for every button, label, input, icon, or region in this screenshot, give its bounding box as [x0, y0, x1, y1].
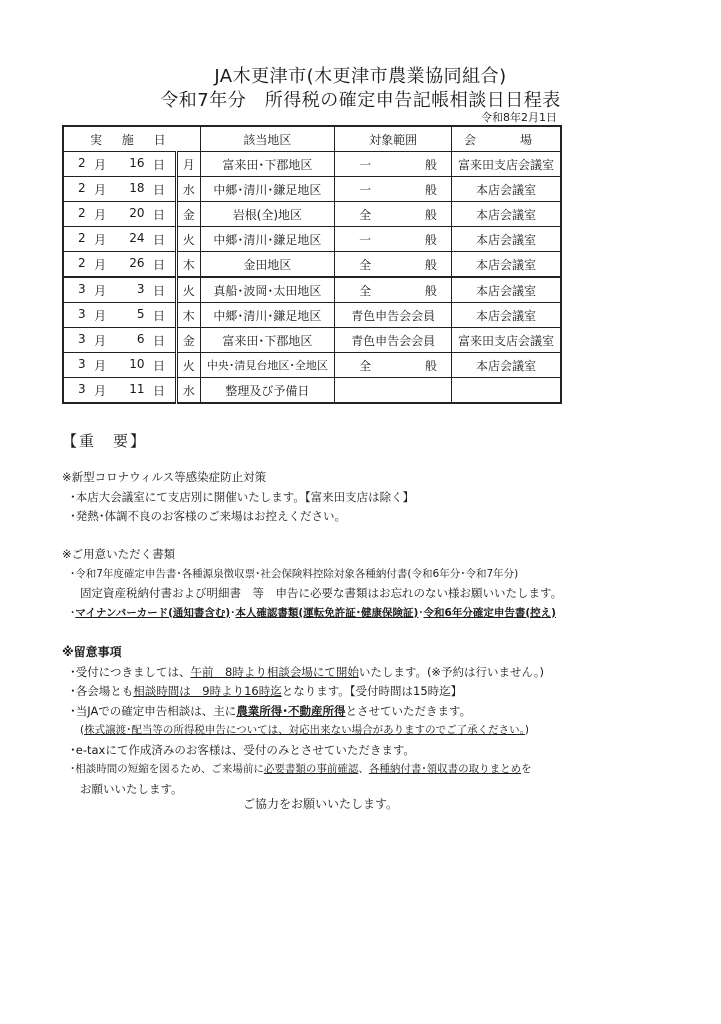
note-6-continued: お願いいたします。 — [80, 781, 183, 796]
area-cell: 金田地区 — [200, 252, 335, 278]
weekday-cell: 火 — [176, 227, 200, 252]
note-4: (株式譲渡･配当等の所得税申告については、対応出来ない場合がありますのでご了承ください。) — [80, 724, 530, 736]
venue-cell: 本店会議室 — [452, 303, 561, 328]
date-cell: 2 月 18 日 — [63, 177, 176, 202]
note-5: ･e-taxにて作成済みのお客様は、受付のみとさせていただきます。 — [70, 742, 415, 757]
notes-heading: ※留意事項 — [62, 645, 122, 659]
covid-heading: ※新型コロナウィルス等感染症防止対策 — [62, 470, 267, 484]
venue-cell: 本店会議室 — [452, 277, 561, 303]
venue-cell: 本店会議室 — [452, 177, 561, 202]
note-3: ･当JAでの確定申告相談は、主に農業所得･不動産所得とさせていただきます。 — [70, 703, 472, 718]
date-cell: 2 月 26 日 — [63, 252, 176, 278]
documents-line-3: ･マイナンバーカード(通知書含む)･本人確認書類(運転免許証･健康保険証)･令和6年分確定申告書(控え) — [70, 606, 556, 619]
date-cell: 2 月 24 日 — [63, 227, 176, 252]
covid-measures-block — [62, 468, 582, 527]
documents-block — [62, 545, 582, 623]
table-row — [63, 177, 561, 202]
area-cell: 整理及び予備日 — [200, 378, 335, 404]
issued-date: 令和8年2月1日 — [481, 111, 557, 124]
area-cell: 中央･清見台地区･全地区 — [200, 353, 335, 378]
venue-cell: 本店会議室 — [452, 227, 561, 252]
table-header-row — [63, 126, 561, 152]
weekday-cell: 火 — [176, 353, 200, 378]
table-row — [63, 152, 561, 177]
header-date: 実 施 日 — [63, 126, 200, 152]
venue-cell: 本店会議室 — [452, 202, 561, 227]
weekday-cell: 火 — [176, 277, 200, 303]
scope-cell: 全 般 — [335, 277, 452, 303]
date-cell: 2 月 16 日 — [63, 152, 176, 177]
weekday-cell: 金 — [176, 202, 200, 227]
table-row — [63, 378, 561, 404]
table-row — [63, 328, 561, 353]
schedule-table — [62, 125, 562, 404]
notes-block — [62, 643, 582, 799]
header-venue: 会 場 — [452, 126, 561, 152]
scope-cell: 全 般 — [335, 353, 452, 378]
weekday-cell: 水 — [176, 177, 200, 202]
table-row — [63, 277, 561, 303]
date-cell: 3 月 3 日 — [63, 277, 176, 303]
scope-cell: 全 般 — [335, 252, 452, 278]
scope-cell — [335, 378, 452, 404]
table-row — [63, 303, 561, 328]
closing-message: ご協力をお願いいたします。 — [242, 797, 399, 811]
scope-cell: 一 般 — [335, 227, 452, 252]
covid-line-1: ･本店大会議室にて支店別に開催いたします。【富来田支店は除く】 — [70, 489, 415, 504]
note-1: ･受付につきましては、午前 8時より相談会場にて開始いたします。(※予約は行いません。) — [70, 664, 544, 679]
header-scope: 対象範囲 — [335, 126, 452, 152]
area-cell: 富来田･下郡地区 — [200, 328, 335, 353]
area-cell: 富来田･下郡地区 — [200, 152, 335, 177]
table-row — [63, 227, 561, 252]
covid-line-2: ･発熱･体調不良のお客様のご来場はお控えください。 — [70, 509, 346, 523]
area-cell: 中郷･清川･鎌足地区 — [200, 303, 335, 328]
scope-cell: 全 般 — [335, 202, 452, 227]
scope-cell: 青色申告会会員 — [335, 303, 452, 328]
date-cell: 3 月 5 日 — [63, 303, 176, 328]
important-section-title: 【重 要】 — [62, 432, 148, 450]
header-area: 該当地区 — [200, 126, 335, 152]
area-cell: 岩根(全)地区 — [200, 202, 335, 227]
venue-cell: 富来田支店会議室 — [452, 328, 561, 353]
scope-cell: 青色申告会会員 — [335, 328, 452, 353]
venue-cell: 富来田支店会議室 — [452, 152, 561, 177]
date-cell: 3 月 11 日 — [63, 378, 176, 404]
note-6: ･相談時間の短縮を図るため、ご来場前に必要書類の事前確認、各種納付書･領収書の取りまとめを — [70, 763, 532, 775]
document-title: 令和7年分 所得税の確定申告記帳相談日日程表 — [160, 90, 561, 111]
documents-heading: ※ご用意いただく書類 — [62, 547, 176, 561]
note-2: ･各会場とも相談時間は 9時より16時迄となります。【受付時間は15時迄】 — [70, 684, 463, 698]
venue-cell: 本店会議室 — [452, 252, 561, 278]
organization-title: JA木更津市(木更津市農業協同組合) — [214, 66, 507, 87]
weekday-cell: 水 — [176, 378, 200, 404]
weekday-cell: 金 — [176, 328, 200, 353]
doc-id-documents: 本人確認書類(運転免許証･健康保険証) — [235, 606, 419, 619]
scope-cell: 一 般 — [335, 177, 452, 202]
venue-cell: 本店会議室 — [452, 353, 561, 378]
documents-line-2: 固定資産税納付書および明細書 等 申告に必要な書類はお忘れのない様お願いいたします。 — [80, 586, 563, 600]
date-cell: 3 月 6 日 — [63, 328, 176, 353]
weekday-cell: 木 — [176, 252, 200, 278]
weekday-cell: 木 — [176, 303, 200, 328]
date-cell: 3 月 10 日 — [63, 353, 176, 378]
scope-cell: 一 般 — [335, 152, 452, 177]
table-row — [63, 202, 561, 227]
area-cell: 真船･波岡･太田地区 — [200, 277, 335, 303]
date-cell: 2 月 20 日 — [63, 202, 176, 227]
area-cell: 中郷･清川･鎌足地区 — [200, 227, 335, 252]
documents-line-1: ･令和7年度確定申告書･各種源泉徴収票･社会保険料控除対象各種納付書(令和6年分･令和7年分) — [70, 567, 519, 580]
venue-cell — [452, 378, 561, 404]
doc-my-number-card: マイナンバーカード(通知書含む) — [75, 606, 231, 619]
area-cell: 中郷･清川･鎌足地区 — [200, 177, 335, 202]
table-row — [63, 353, 561, 378]
table-row — [63, 252, 561, 278]
weekday-cell: 月 — [176, 152, 200, 177]
doc-previous-return: 令和6年分確定申告書(控え) — [423, 606, 556, 619]
